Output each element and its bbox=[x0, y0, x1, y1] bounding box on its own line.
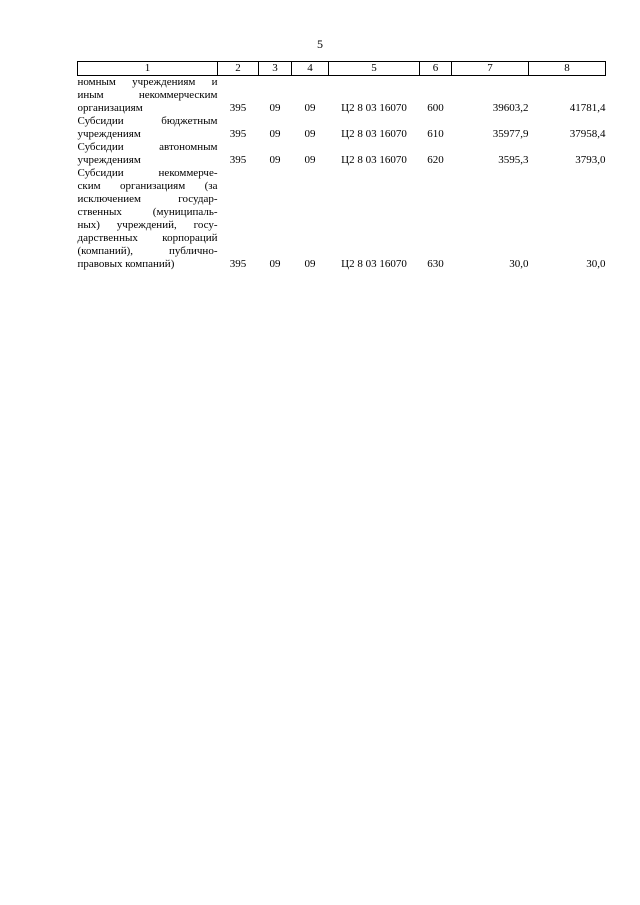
cell-amount-2: 37958,4 bbox=[569, 128, 606, 140]
row-description bbox=[78, 141, 218, 167]
description-line: ственных (муниципаль- bbox=[77, 206, 218, 218]
cell-target-article: Ц2 8 03 16070 bbox=[341, 258, 407, 270]
description-line: Субсидии некоммерче- bbox=[77, 167, 218, 179]
header-cell: 3 bbox=[259, 62, 292, 76]
header-cell: 2 bbox=[218, 62, 259, 76]
header-cell: 4 bbox=[292, 62, 329, 76]
cell-expense-type: 630 bbox=[427, 258, 444, 270]
cell-expense-type: 600 bbox=[427, 102, 444, 114]
description-line: ским организациям (за bbox=[77, 180, 218, 192]
row-description bbox=[78, 167, 218, 271]
header-row bbox=[78, 62, 606, 76]
description-line: учреждениям bbox=[77, 128, 141, 140]
cell-subsection: 09 bbox=[304, 154, 316, 166]
cell-section: 09 bbox=[269, 154, 281, 166]
page-number: 5 bbox=[317, 37, 323, 51]
cell-target-article: Ц2 8 03 16070 bbox=[341, 102, 407, 114]
cell-ministry-code: 395 bbox=[229, 154, 247, 166]
cell-subsection: 09 bbox=[304, 128, 316, 140]
cell-section: 09 bbox=[269, 128, 281, 140]
cell-expense-type: 620 bbox=[427, 154, 444, 166]
cell-ministry-code: 395 bbox=[229, 258, 247, 270]
cell-ministry-code: 395 bbox=[229, 102, 247, 114]
description-line: (компаний), публично- bbox=[77, 245, 218, 257]
header-cell: 1 bbox=[78, 62, 218, 76]
cell-amount-1: 3595,3 bbox=[498, 154, 529, 166]
cell-target-article: Ц2 8 03 16070 bbox=[341, 154, 407, 166]
description-line: Субсидии автономным bbox=[77, 141, 218, 153]
table-row bbox=[78, 76, 606, 116]
cell-ministry-code: 395 bbox=[229, 128, 247, 140]
description-line: иным некоммерческим bbox=[77, 89, 218, 101]
row-description bbox=[78, 115, 218, 141]
description-line: ных) учреждений, госу- bbox=[77, 219, 218, 231]
cell-subsection: 09 bbox=[304, 102, 316, 114]
cell-amount-1: 35977,9 bbox=[492, 128, 529, 140]
cell-amount-1: 39603,2 bbox=[492, 102, 529, 114]
description-line: номным учреждениям и bbox=[77, 76, 218, 88]
description-line: дарственных корпораций bbox=[77, 232, 218, 244]
description-line: учреждениям bbox=[77, 154, 141, 166]
header-cell: 5 bbox=[329, 62, 420, 76]
description-line: Субсидии бюджетным bbox=[77, 115, 218, 127]
cell-expense-type: 610 bbox=[427, 128, 444, 140]
budget-table bbox=[77, 61, 606, 271]
cell-amount-2: 30,0 bbox=[586, 258, 606, 270]
header-cell: 8 bbox=[529, 62, 606, 76]
header-cell: 6 bbox=[420, 62, 452, 76]
description-line: исключением государ- bbox=[77, 193, 218, 205]
cell-amount-1: 30,0 bbox=[509, 258, 529, 270]
row-description bbox=[78, 76, 218, 116]
table-row bbox=[78, 141, 606, 167]
cell-target-article: Ц2 8 03 16070 bbox=[341, 128, 407, 140]
cell-section: 09 bbox=[269, 102, 281, 114]
header-cell: 7 bbox=[452, 62, 529, 76]
cell-subsection: 09 bbox=[304, 258, 316, 270]
description-line: организациям bbox=[77, 102, 143, 114]
cell-section: 09 bbox=[269, 258, 281, 270]
table-row bbox=[78, 115, 606, 141]
description-line: правовых компаний) bbox=[77, 258, 175, 270]
cell-amount-2: 3793,0 bbox=[575, 154, 606, 166]
table-row bbox=[78, 167, 606, 271]
cell-amount-2: 41781,4 bbox=[569, 102, 606, 114]
